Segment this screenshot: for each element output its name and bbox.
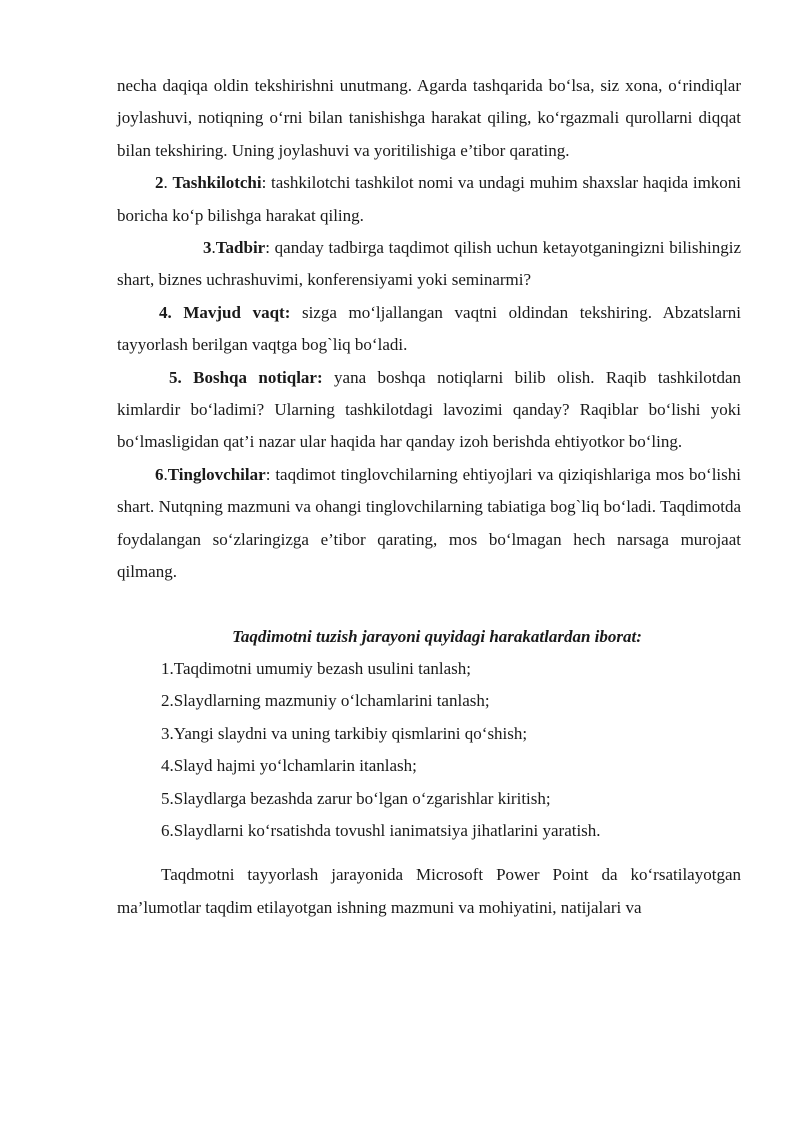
list-item: 4.Slayd hajmi yo‘lchamlarin itanlash; [161,756,417,776]
item-heading: 5. Boshqa notiqlar: [169,367,323,387]
list-item: 3.Yangi slaydni va uning tarkibiy qismlarini qo‘shish; [161,723,528,743]
steps-list [117,653,741,847]
blank-line [117,589,741,621]
item-separator: . [163,173,173,193]
item-event [117,232,741,297]
list-item: 2.Slaydlarning mazmuniy o‘lchamlarini tanlash; [161,691,490,711]
item-term: Tadbir [215,238,266,258]
item-other-speakers [117,362,741,459]
list-item: 5.Slaydlarga bezashda zarur bo‘lgan o‘zgarishlar kiritish; [161,788,551,808]
item-heading: 4. Mavjud vaqt: [159,302,291,322]
intro-paragraph: necha daqiqa oldin tekshirishni unutmang. Agarda tashqarida bo‘lsa, siz xona, o‘rindiqlar joylashuvi, notiqning o‘rni bilan tanishishga harakat qiling, ko‘rgazmali qurollarni diqqat bilan tekshiring. Uning joylashuvi va yoritilishiga e’tibor qarating. [117,76,741,160]
paragraph-gap [117,847,741,859]
item-organizer [117,167,741,232]
item-audience [117,459,741,589]
item-available-time [117,297,741,362]
document-page [117,70,741,924]
item-text: : qanday tadbirga taqdimot qilish uchun ketayotganingizni bilishingiz shart, biznes uchrashuvimi, konferensiyami yoki seminarmi? [117,238,741,290]
item-text: : tashkilotchi tashkilot nomi va undagi muhim shaxslar haqida imkoni boricha ko‘p bilishga harakat qiling. [117,173,742,225]
item-text: : taqdimot tinglovchilarning ehtiyojlari va qiziqishlariga mos bo‘lishi shart. Nutqning mazmuni va ohangi tinglovchilarning tabiatiga bog`liq bo‘ladi. Taqdimotda foydalangan so‘zlaringizga e’tibor qarating, mos bo‘lmagan hech narsaga murojaat qilmang. [117,464,741,582]
item-number: 3 [203,238,212,258]
item-number: 6 [155,464,164,484]
item-number: 2 [155,173,164,193]
final-paragraph: Taqdmotni tayyorlash jarayonida Microsoft Power Point da ko‘rsatilayotgan ma’lumotlar taqdim etilayotgan ishning mazmuni va mohiyatini, natijalari va [117,865,741,917]
item-text: yana boshqa notiqlarni bilib olish. Raqib tashkilotdan kimlardir bo‘ladimi? Ularning tashkilotdagi lavozimi qanday? Raqiblar bo‘lishi yoki bo‘lmasligidan qat’i nazar ular haqida har qanday izoh berishda ehtiyotkor bo‘ling. [117,367,741,452]
item-term: Tashkilotchi [172,173,262,193]
item-text: sizga mo‘ljallangan vaqtni oldindan tekshiring. Abzatslarni tayyorlash berilgan vaqtga bog`liq bo‘ladi. [117,302,741,355]
section-title: Taqdimotni tuzish jarayoni quyidagi harakatlardan iborat: [232,626,642,646]
item-separator: . [211,238,216,258]
list-item: 6.Slaydlarni ko‘rsatishda tovushl ianimatsiya jihatlarini yaratish. [161,820,601,840]
list-item: 1.Taqdimotni umumiy bezash usulini tanlash; [161,658,471,678]
item-separator: . [163,464,168,484]
item-term: Tinglovchilar [167,464,266,484]
